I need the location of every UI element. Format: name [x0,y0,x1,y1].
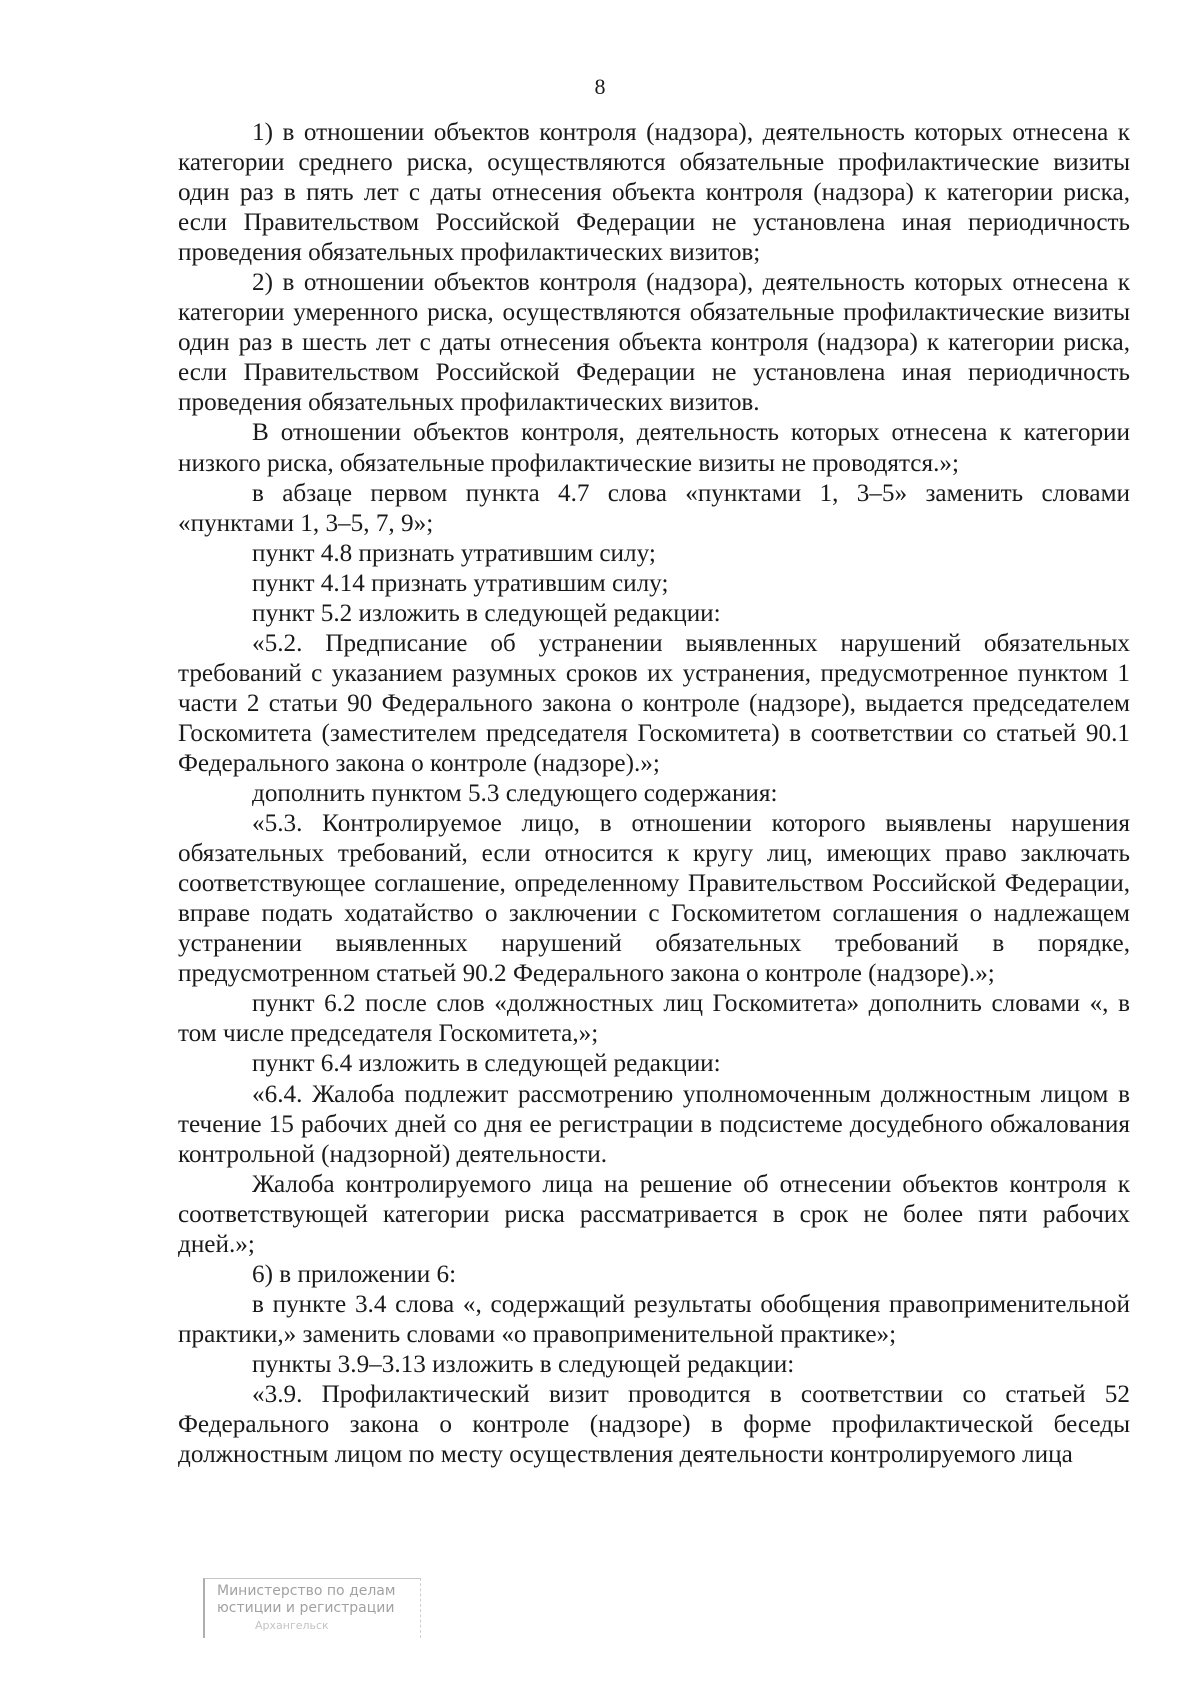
stamp-line-1: Министерство по делам [217,1583,396,1599]
paragraph-low-risk: В отношении объектов контроля, деятельность которых отнесена к категории низкого риска, обязательные профилактические визиты не проводятся.»; [178,419,1130,477]
paragraph-5-2-text: «5.2. Предписание об устранении выявленных нарушений обязательных требований с указанием разумных сроков их устранения, предусмотренное пунктом 1 части 2 статьи 90 Федерального закона о контроле (надзоре), выдается председателем Госкомитета (заместителем председателя Госкомитета) в соответствии со статьей 90.1 Федерального закона о контроле (надзоре).»; [178,629,1130,777]
paragraph-item-2: 2) в отношении объектов контроля (надзора), деятельность которых отнесена к категории умеренного риска, осуществляются обязательные профилактические визиты один раз в шесть лет с даты отнесения объекта контроля (надзора) к категории риска, если Правительством Российской Федерации не установлена иная периодичность проведения обязательных профилактических визитов. [178,269,1130,417]
stamp-line-2: юстиции и регистрации [217,1600,395,1616]
page-number: 8 [594,74,606,99]
paragraph-5-3-intro: дополнить пунктом 5.3 следующего содержания: [252,780,778,808]
paragraph-5-3-text: «5.3. Контролируемое лицо, в отношении которого выявлены нарушения обязательных требований, если относится к кругу лиц, имеющих право заключать соответствующее соглашение, определенному Правительством Российской Федерации, вправе подать ходатайство о заключении с Госкомитетом соглашения о надлежащем устранении выявленных нарушений обязательных требований в порядке, предусмотренном статьей 90.2 Федерального закона о контроле (надзоре).»; [178,810,1130,988]
stamp-line-3: Архангельск [255,1619,329,1632]
paragraph-3-9-text: «3.9. Профилактический визит проводится в соответствии со статьей 52 Федерального закона о контроле (надзоре) в форме профилактической беседы должностным лицом по месту осуществления деятельности контролируемого лица [178,1380,1130,1469]
paragraph-4-7: в абзаце первом пункта 4.7 слова «пунктами 1, 3–5» заменить словами «пунктами 1, 3–5, 7, 9»; [178,479,1130,537]
registration-stamp [203,1578,421,1638]
paragraph-6-4-intro: пункт 6.4 изложить в следующей редакции: [252,1050,721,1078]
paragraph-3-9-intro: пункты 3.9–3.13 изложить в следующей редакции: [252,1350,795,1378]
paragraph-appendix-6: 6) в приложении 6: [252,1260,457,1288]
paragraph-6-4-text: «6.4. Жалоба подлежит рассмотрению уполномоченным должностным лицом в течение 15 рабочих дней со дня ее регистрации в подсистеме досудебного обжалования контрольной (надзорной) деятельности. [178,1080,1130,1168]
paragraph-6-2: пункт 6.2 после слов «должностных лиц Госкомитета» дополнить словами «, в том числе председателя Госкомитета,»; [178,990,1130,1048]
paragraph-3-4: в пункте 3.4 слова «, содержащий результаты обобщения правоприменительной практики,» заменить словами «о правоприменительной практике»; [178,1290,1130,1348]
document-body [178,118,1130,1470]
paragraph-4-14: пункт 4.14 признать утратившим силу; [252,569,669,597]
paragraph-5-2-intro: пункт 5.2 изложить в следующей редакции: [252,599,721,627]
paragraph-4-8: пункт 4.8 признать утратившим силу; [252,539,656,567]
paragraph-complaint-risk: Жалоба контролируемого лица на решение об отнесении объектов контроля к соответствующей категории риска рассматривается в срок не более пяти рабочих дней.»; [178,1170,1130,1258]
paragraph-item-1: 1) в отношении объектов контроля (надзора), деятельность которых отнесена к категории среднего риска, осуществляются обязательные профилактические визиты один раз в пять лет с даты отнесения объекта контроля (надзора) к категории риска, если Правительством Российской Федерации не установлена иная периодичность проведения обязательных профилактических визитов; [178,119,1130,267]
